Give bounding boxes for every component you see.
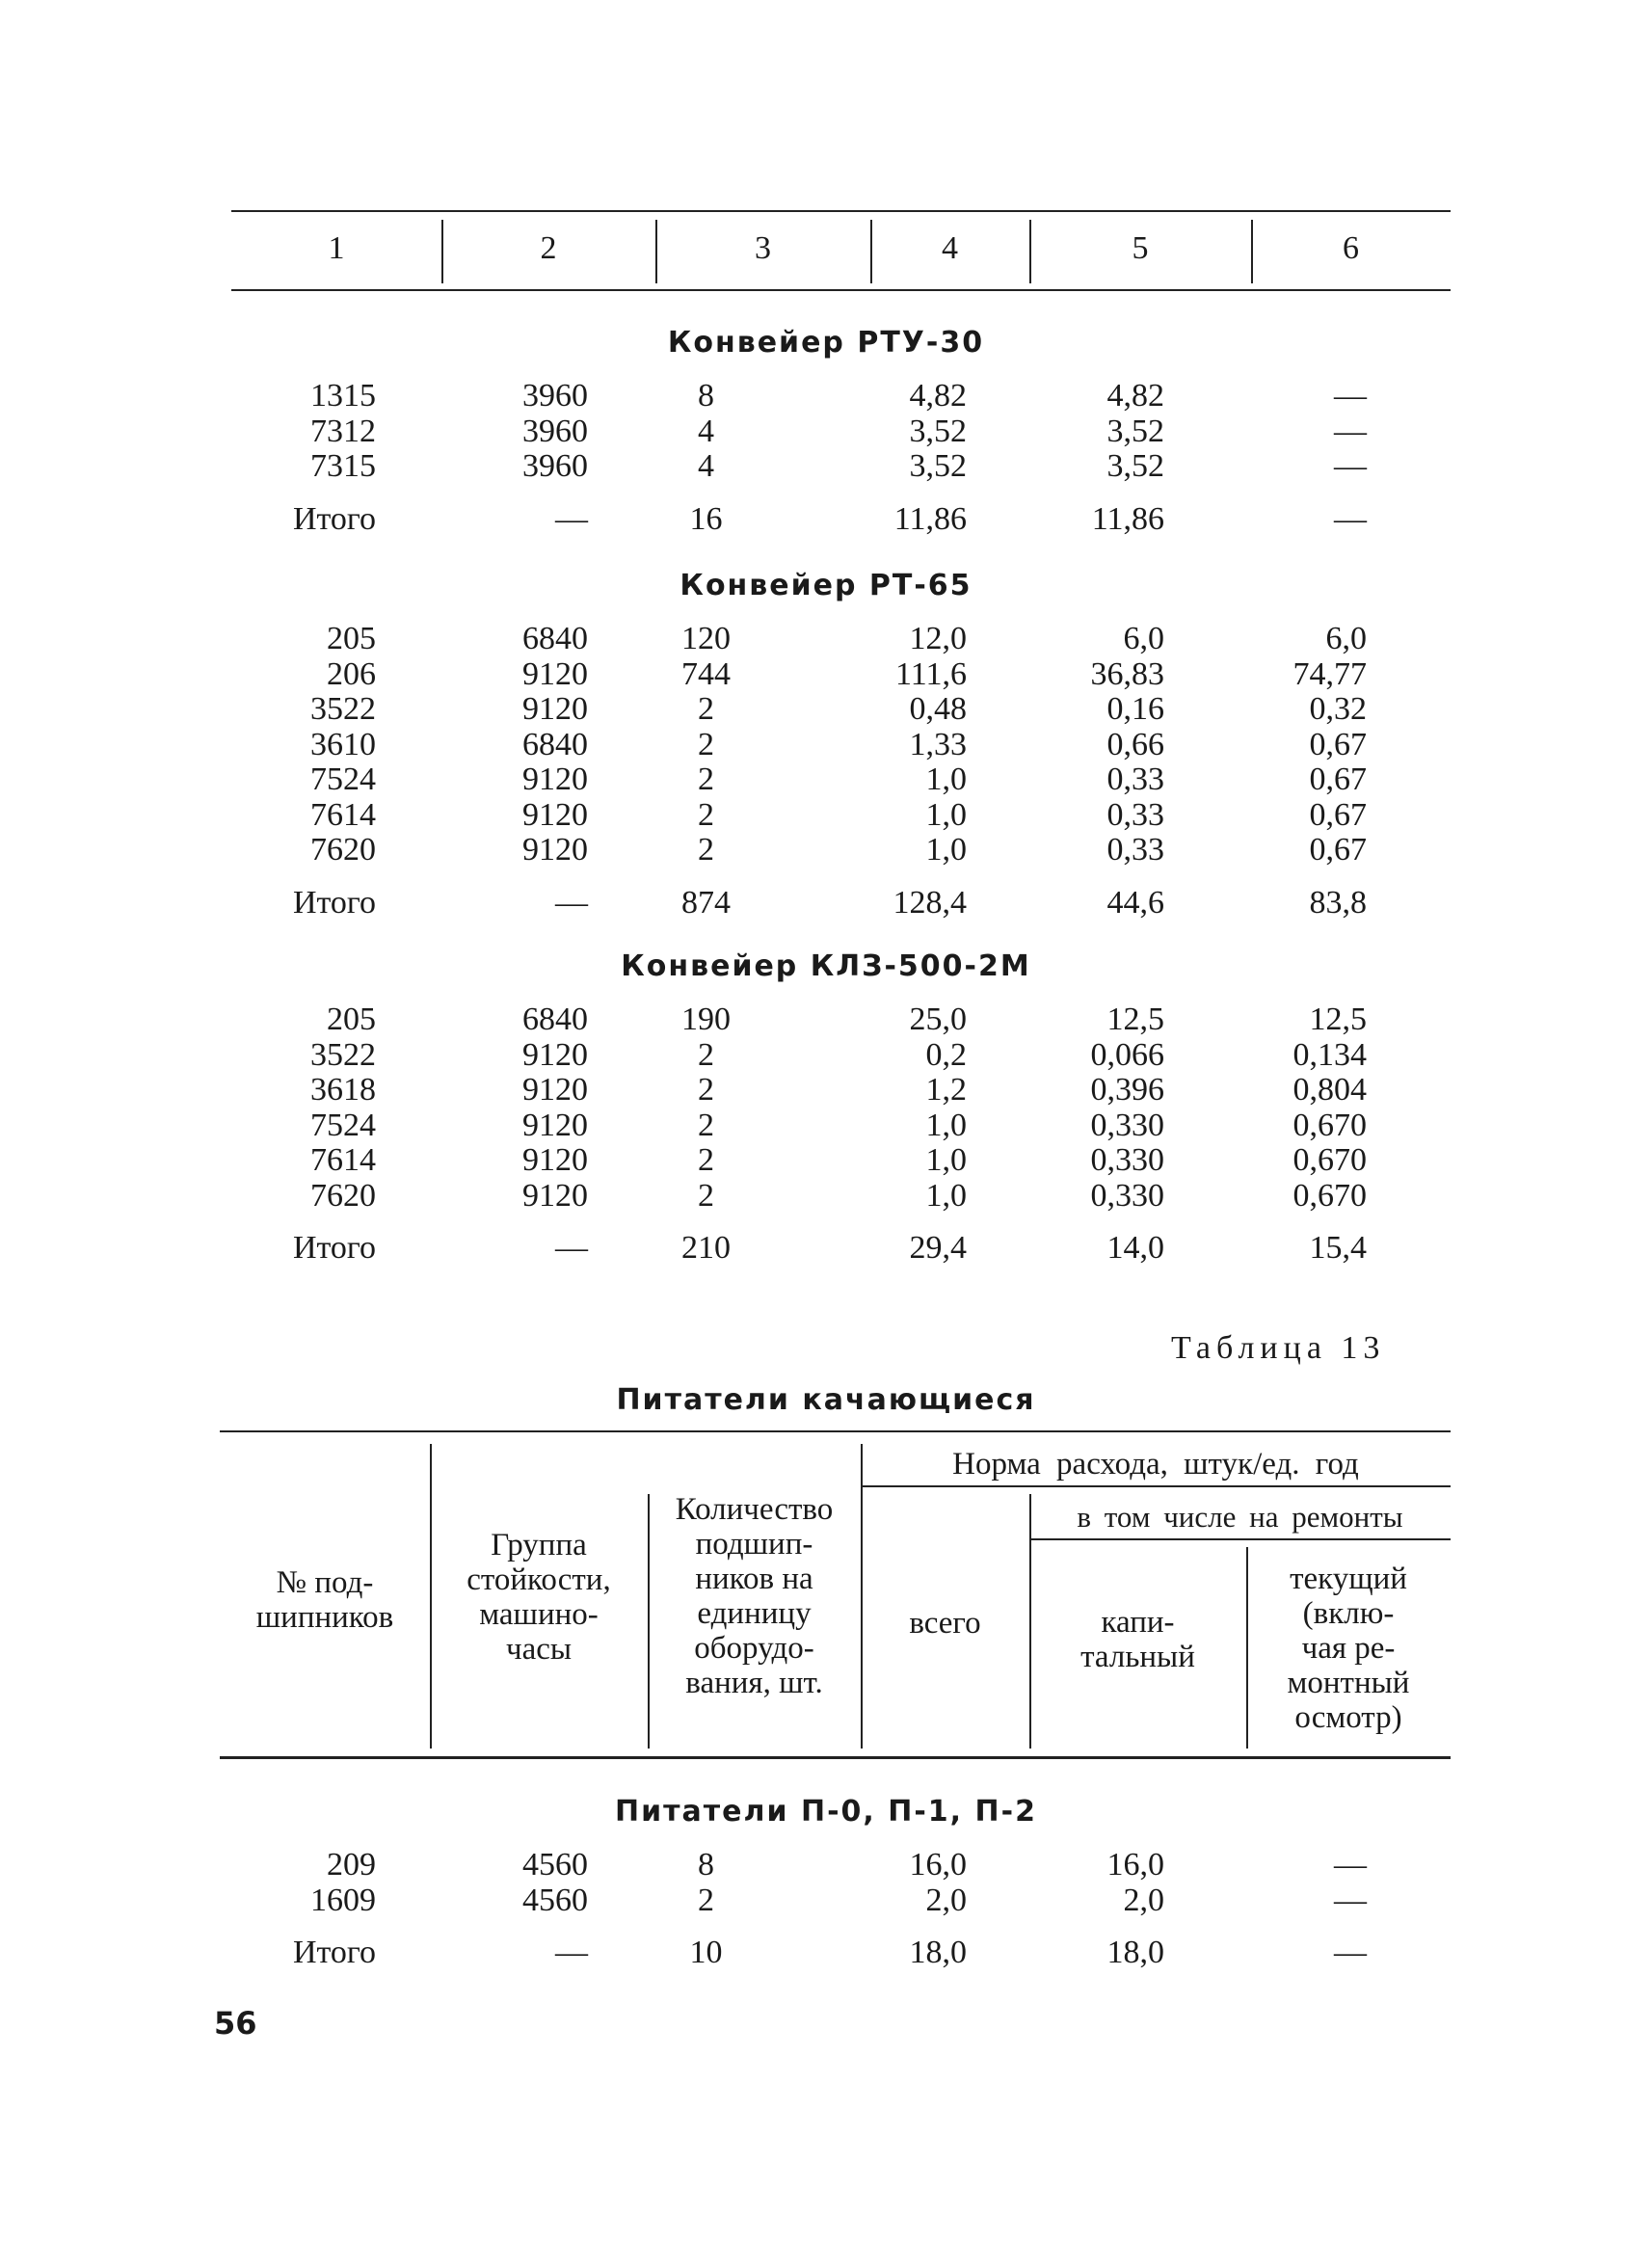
table-cell: 0,67 bbox=[1309, 726, 1367, 762]
total-cell: 14,0 bbox=[1106, 1230, 1164, 1266]
column-number: 4 bbox=[942, 230, 958, 266]
table-cell: 2,0 bbox=[1123, 1882, 1164, 1918]
section-title: Конвейер РТ-65 bbox=[679, 569, 973, 602]
table-cell: 9120 bbox=[522, 1107, 588, 1143]
total-cell: 11,86 bbox=[893, 500, 967, 537]
table-label: Таблица 13 bbox=[1171, 1330, 1386, 1366]
table-cell: 2 bbox=[698, 1072, 714, 1108]
table-cell: 2 bbox=[698, 832, 714, 868]
table-cell: 3960 bbox=[522, 413, 588, 449]
table-cell: 0,330 bbox=[1090, 1177, 1164, 1214]
table-cell: 0,67 bbox=[1309, 832, 1367, 868]
total-cell: — bbox=[555, 884, 588, 921]
table-cell: 9120 bbox=[522, 1177, 588, 1214]
table-cell: — bbox=[1334, 1847, 1367, 1883]
table-cell: 0,67 bbox=[1309, 796, 1367, 833]
table-cell: 0,33 bbox=[1106, 832, 1164, 868]
table-cell: 0,2 bbox=[925, 1036, 967, 1073]
table-cell: 1,33 bbox=[909, 726, 967, 762]
total-cell: 29,4 bbox=[909, 1230, 967, 1266]
table-cell: 36,83 bbox=[1090, 655, 1164, 692]
table-cell: 1,0 bbox=[925, 832, 967, 868]
table-cell: 205 bbox=[327, 1001, 376, 1037]
header-group: Группа стойкости, машино- часы bbox=[466, 1528, 611, 1667]
total-cell: 128,4 bbox=[893, 884, 967, 921]
total-label: Итого bbox=[292, 1230, 376, 1266]
table-cell: — bbox=[1334, 413, 1367, 449]
table-cell: 0,670 bbox=[1292, 1107, 1367, 1143]
table-cell: — bbox=[1334, 1882, 1367, 1918]
table-cell: 3960 bbox=[522, 448, 588, 484]
table-cell: 111,6 bbox=[895, 655, 967, 692]
table-cell: 9120 bbox=[522, 655, 588, 692]
column-number: 1 bbox=[328, 230, 345, 266]
header-capital: капи- тальный bbox=[1080, 1605, 1195, 1674]
table-cell: 0,33 bbox=[1106, 796, 1164, 833]
table-cell: 0,48 bbox=[909, 691, 967, 727]
table-cell: 25,0 bbox=[909, 1001, 967, 1037]
table13-rule-including bbox=[1029, 1538, 1451, 1540]
table-cell: 0,066 bbox=[1090, 1036, 1164, 1073]
table-cell: 209 bbox=[327, 1847, 376, 1883]
table-cell: 3618 bbox=[310, 1072, 376, 1108]
total-cell: — bbox=[555, 1230, 588, 1266]
table-cell: 6,0 bbox=[1325, 621, 1367, 656]
table-cell: 12,5 bbox=[1106, 1001, 1164, 1037]
total-label: Итого bbox=[292, 1935, 376, 1970]
table-title: Питатели качающиеся bbox=[616, 1383, 1036, 1417]
total-cell: — bbox=[555, 1935, 588, 1970]
header-bearing-no: № под- шипников bbox=[255, 1565, 394, 1635]
table-cell: 2 bbox=[698, 796, 714, 833]
table-cell: 8 bbox=[698, 1847, 714, 1883]
table-cell: 2 bbox=[698, 1036, 714, 1073]
column-number: 6 bbox=[1343, 230, 1359, 266]
table-cell: 6840 bbox=[522, 621, 588, 656]
table-cell: — bbox=[1334, 378, 1367, 414]
table-cell: 7614 bbox=[310, 796, 376, 833]
table-cell: 0,67 bbox=[1309, 761, 1367, 797]
table-cell: 190 bbox=[681, 1001, 731, 1037]
table-cell: 12,5 bbox=[1309, 1001, 1367, 1037]
table-cell: 0,396 bbox=[1090, 1072, 1164, 1108]
table-cell: 744 bbox=[681, 655, 731, 692]
total-cell: 210 bbox=[681, 1230, 731, 1266]
table-cell: 6840 bbox=[522, 726, 588, 762]
section-title: Конвейер КЛЗ-500-2М bbox=[621, 949, 1031, 983]
table-cell: 9120 bbox=[522, 1072, 588, 1108]
table-cell: 3,52 bbox=[1106, 413, 1164, 449]
table-cell: 2 bbox=[698, 1142, 714, 1178]
table-cell: 1315 bbox=[310, 378, 376, 414]
column-number: 5 bbox=[1132, 230, 1149, 266]
table-cell: 2 bbox=[698, 761, 714, 797]
total-label: Итого bbox=[292, 500, 376, 537]
section-title: Конвейер РТУ-30 bbox=[667, 326, 985, 360]
table-cell: 1,0 bbox=[925, 1142, 967, 1178]
table-cell: 7315 bbox=[310, 448, 376, 484]
table-cell: 0,330 bbox=[1090, 1142, 1164, 1178]
table-cell: 3522 bbox=[310, 691, 376, 727]
top-table-rule-top bbox=[231, 210, 1451, 212]
table-cell: 1,0 bbox=[925, 1177, 967, 1214]
table-cell: 7614 bbox=[310, 1142, 376, 1178]
table-cell: 4560 bbox=[522, 1847, 588, 1883]
table-cell: 0,670 bbox=[1292, 1177, 1367, 1214]
table-cell: 8 bbox=[698, 378, 714, 414]
table13-rule-top bbox=[220, 1430, 1451, 1432]
table-cell: 4 bbox=[698, 413, 714, 449]
table-cell: 4560 bbox=[522, 1882, 588, 1918]
table-cell: 0,16 bbox=[1106, 691, 1164, 727]
total-cell: — bbox=[555, 500, 588, 537]
total-cell: 16 bbox=[689, 500, 723, 537]
table-cell: 2 bbox=[698, 1107, 714, 1143]
table-cell: 9120 bbox=[522, 832, 588, 868]
table13-rule-norm bbox=[861, 1485, 1451, 1487]
page-number: 56 bbox=[214, 2005, 257, 2042]
table13-rule-header-bottom bbox=[220, 1756, 1451, 1759]
total-cell: 44,6 bbox=[1106, 884, 1164, 921]
table-cell: 1,0 bbox=[925, 796, 967, 833]
table-cell: 0,330 bbox=[1090, 1107, 1164, 1143]
table-cell: 74,77 bbox=[1292, 655, 1367, 692]
table-cell: 2 bbox=[698, 726, 714, 762]
table-cell: 1609 bbox=[310, 1882, 376, 1918]
table-cell: 1,2 bbox=[925, 1072, 967, 1108]
table-cell: 2,0 bbox=[925, 1882, 967, 1918]
table-cell: — bbox=[1334, 448, 1367, 484]
table-cell: 9120 bbox=[522, 796, 588, 833]
table-cell: 0,33 bbox=[1106, 761, 1164, 797]
total-cell: 874 bbox=[681, 884, 731, 921]
total-cell: 11,86 bbox=[1091, 500, 1164, 537]
table-cell: 1,0 bbox=[925, 1107, 967, 1143]
total-cell: — bbox=[1334, 1935, 1367, 1970]
table-cell: 0,66 bbox=[1106, 726, 1164, 762]
column-number: 3 bbox=[755, 230, 771, 266]
table-cell: 120 bbox=[681, 621, 731, 656]
table-cell: 12,0 bbox=[909, 621, 967, 656]
table-cell: 9120 bbox=[522, 1142, 588, 1178]
table-cell: 0,32 bbox=[1309, 691, 1367, 727]
table-cell: 4,82 bbox=[909, 378, 967, 414]
table-cell: 7620 bbox=[310, 1177, 376, 1214]
section-title: Питатели П-0, П-1, П-2 bbox=[615, 1795, 1037, 1829]
total-cell: 10 bbox=[689, 1935, 723, 1970]
header-quantity: Количество подшип- ников на единицу оборудо- вания, шт. bbox=[675, 1492, 834, 1700]
header-including: в том числе на ремонты bbox=[1077, 1500, 1403, 1534]
table-cell: 3,52 bbox=[1106, 448, 1164, 484]
total-cell: 18,0 bbox=[909, 1935, 967, 1970]
table-cell: 16,0 bbox=[909, 1847, 967, 1883]
table-cell: 2 bbox=[698, 691, 714, 727]
table-cell: 6,0 bbox=[1123, 621, 1164, 656]
table-cell: 3960 bbox=[522, 378, 588, 414]
table-cell: 9120 bbox=[522, 761, 588, 797]
table-cell: 0,804 bbox=[1292, 1072, 1367, 1108]
table-cell: 3610 bbox=[310, 726, 376, 762]
column-number: 2 bbox=[540, 230, 557, 266]
table-cell: 9120 bbox=[522, 1036, 588, 1073]
header-norm: Норма расхода, штук/ед. год bbox=[952, 1447, 1359, 1482]
table-cell: 9120 bbox=[522, 691, 588, 727]
table-cell: 4,82 bbox=[1106, 378, 1164, 414]
table-cell: 7524 bbox=[310, 1107, 376, 1143]
top-table-rule-header-bottom bbox=[231, 289, 1451, 291]
table-cell: 16,0 bbox=[1106, 1847, 1164, 1883]
table-cell: 4 bbox=[698, 448, 714, 484]
table-cell: 7312 bbox=[310, 413, 376, 449]
header-current: текущий (вклю- чая ре- монтный осмотр) bbox=[1287, 1562, 1410, 1735]
total-cell: 15,4 bbox=[1309, 1230, 1367, 1266]
table-cell: 3,52 bbox=[909, 448, 967, 484]
table-cell: 2 bbox=[698, 1177, 714, 1214]
table-cell: 3522 bbox=[310, 1036, 376, 1073]
table-cell: 206 bbox=[327, 655, 376, 692]
total-label: Итого bbox=[292, 884, 376, 921]
table-cell: 7524 bbox=[310, 761, 376, 797]
table-cell: 0,134 bbox=[1292, 1036, 1367, 1073]
header-total: всего bbox=[909, 1606, 981, 1641]
table-cell: 3,52 bbox=[909, 413, 967, 449]
table-cell: 0,670 bbox=[1292, 1142, 1367, 1178]
table-cell: 2 bbox=[698, 1882, 714, 1918]
table-cell: 205 bbox=[327, 621, 376, 656]
total-cell: 83,8 bbox=[1309, 884, 1367, 921]
table-cell: 7620 bbox=[310, 832, 376, 868]
table-cell: 6840 bbox=[522, 1001, 588, 1037]
total-cell: — bbox=[1334, 500, 1367, 537]
table-cell: 1,0 bbox=[925, 761, 967, 797]
total-cell: 18,0 bbox=[1106, 1935, 1164, 1970]
column-divider bbox=[861, 1444, 863, 1749]
